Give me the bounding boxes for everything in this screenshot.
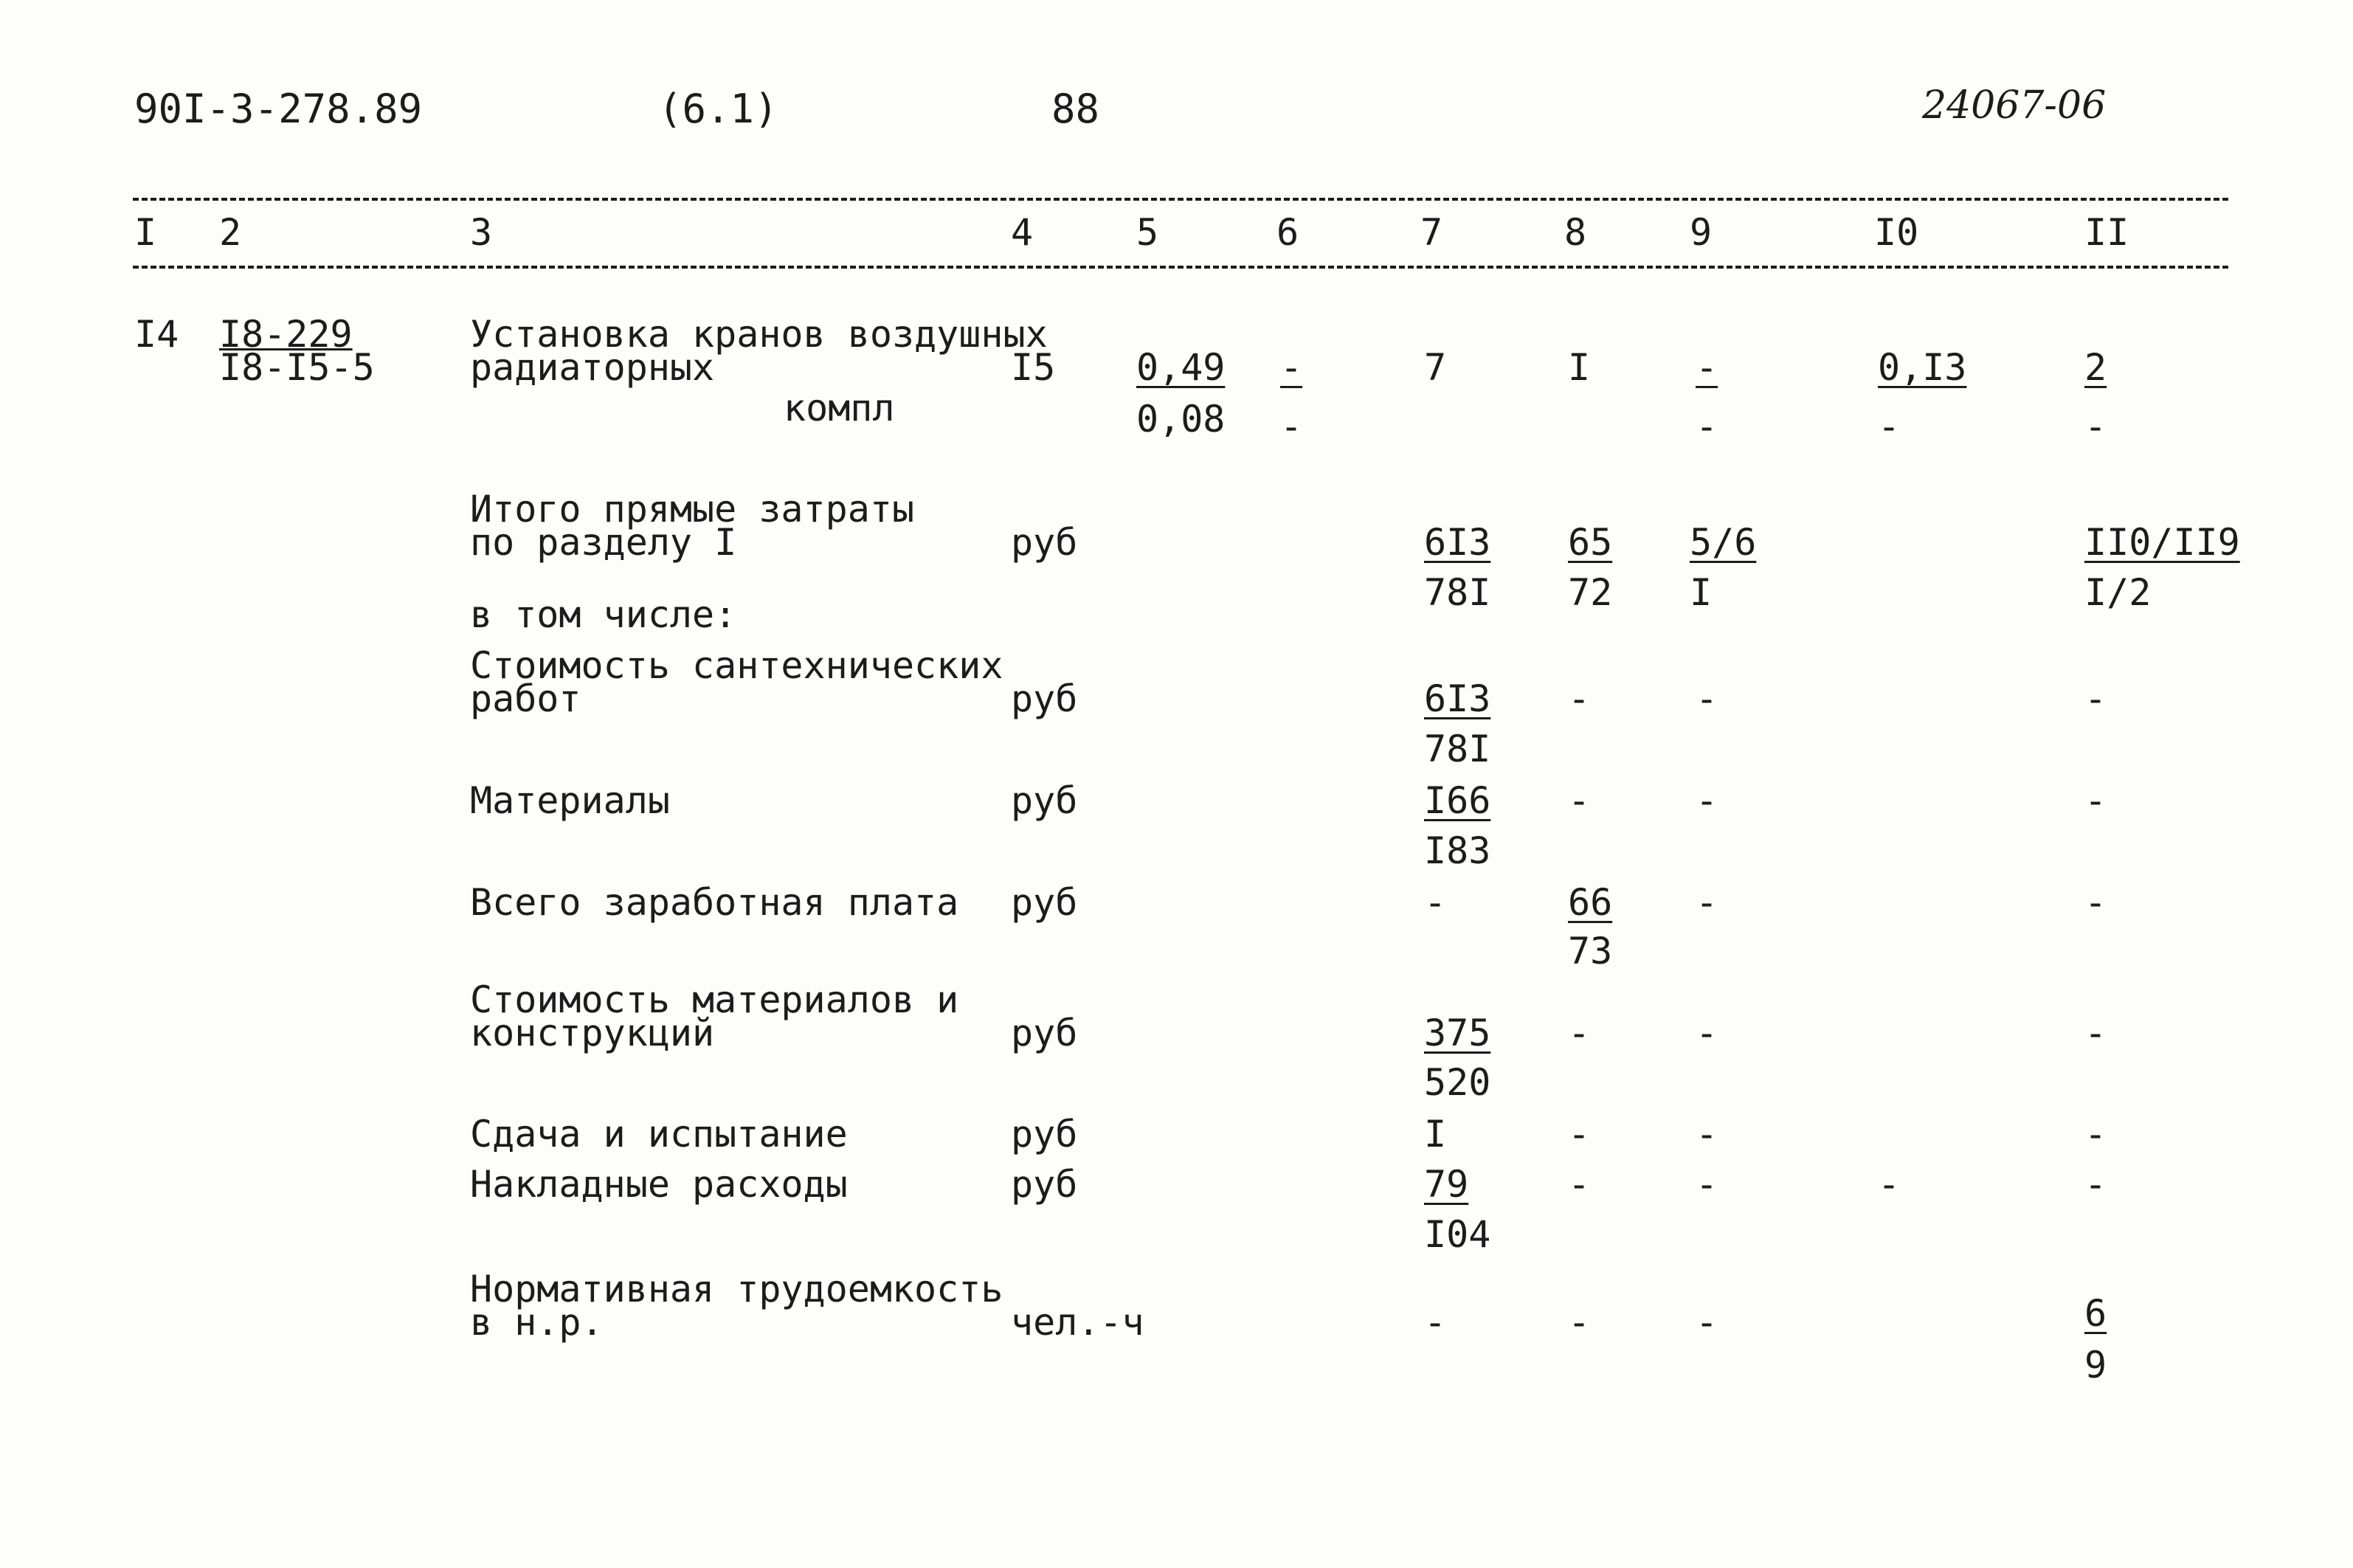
labor-label-line2: в н.р. xyxy=(470,1301,604,1344)
testing-label: Сдача и испытание xyxy=(470,1113,848,1156)
salary-col11: - xyxy=(2084,881,2107,924)
including-label: в том числе: xyxy=(470,593,737,636)
column-header-9: 9 xyxy=(1690,211,1713,254)
overhead-col9: - xyxy=(1696,1163,1718,1206)
item-code-secondary: I8-I5-5 xyxy=(219,346,375,389)
item-col9-top: - xyxy=(1696,346,1718,389)
column-header-8: 8 xyxy=(1564,211,1587,254)
column-header-10: I0 xyxy=(1874,211,1919,254)
overhead-col10: - xyxy=(1878,1163,1901,1206)
item-description-line2: радиаторных xyxy=(470,346,715,389)
column-header-7: 7 xyxy=(1420,211,1443,254)
salary-label: Всего заработная плата xyxy=(470,881,959,924)
materials-col8: - xyxy=(1568,779,1591,822)
totals-unit: руб xyxy=(1011,521,1078,564)
testing-col8: - xyxy=(1568,1113,1591,1156)
totals-title-line2: по разделу I xyxy=(470,521,737,564)
testing-unit: руб xyxy=(1011,1113,1078,1156)
item-description-line1: Установка кранов воздушных xyxy=(470,313,1048,356)
overhead-label: Накладные расходы xyxy=(470,1163,848,1206)
testing-col7: I xyxy=(1424,1113,1447,1156)
labor-col11-bottom: 9 xyxy=(2084,1344,2107,1386)
labor-col7: - xyxy=(1424,1301,1447,1344)
totals-col11-bottom: I/2 xyxy=(2084,571,2152,614)
overhead-col8: - xyxy=(1568,1163,1591,1206)
salary-col8-bottom: 73 xyxy=(1568,930,1613,973)
item-code-primary: I8-229 xyxy=(219,313,353,356)
materials-label: Материалы xyxy=(470,779,670,822)
item-col6-bottom: - xyxy=(1280,405,1303,448)
totals-col7-top: 6I3 xyxy=(1424,521,1491,564)
header-top-rule xyxy=(133,198,2228,201)
matconstr-unit: руб xyxy=(1011,1012,1078,1054)
labor-unit: чел.-ч xyxy=(1011,1301,1144,1344)
item-col6-top: - xyxy=(1280,346,1303,389)
totals-col9-bottom: I xyxy=(1690,571,1713,614)
totals-col11-top: II0/II9 xyxy=(2084,521,2240,564)
item-unit: компл xyxy=(784,387,895,429)
item-number: I4 xyxy=(134,313,179,356)
labor-label-line1: Нормативная трудоемкость xyxy=(470,1268,1003,1310)
item-col5-top: 0,49 xyxy=(1136,346,1226,389)
totals-col9-top: 5/6 xyxy=(1690,521,1757,564)
item-col8: I xyxy=(1568,346,1591,389)
materials-unit: руб xyxy=(1011,779,1078,822)
column-header-2: 2 xyxy=(219,211,242,254)
overhead-unit: руб xyxy=(1011,1163,1078,1206)
item-col10-top: 0,I3 xyxy=(1878,346,1967,389)
labor-col9: - xyxy=(1696,1301,1718,1344)
testing-col9: - xyxy=(1696,1113,1718,1156)
totals-col7-bottom: 78I xyxy=(1424,571,1491,614)
materials-col7-top: I66 xyxy=(1424,779,1491,822)
column-header-3: 3 xyxy=(470,211,493,254)
santech-col9: - xyxy=(1696,677,1718,720)
page-number: 88 xyxy=(1051,86,1100,132)
header-bottom-rule xyxy=(133,266,2228,269)
column-header-1: I xyxy=(134,211,157,254)
matconstr-label-line2: конструкций xyxy=(470,1012,715,1054)
santech-label-line1: Стоимость сантехнических xyxy=(470,644,1003,687)
reference-number: 24067-06 xyxy=(1922,83,2107,128)
santech-col11: - xyxy=(2084,677,2107,720)
matconstr-col7-bottom: 520 xyxy=(1424,1061,1491,1104)
matconstr-col8: - xyxy=(1568,1012,1591,1054)
totals-col8-bottom: 72 xyxy=(1568,571,1613,614)
matconstr-col9: - xyxy=(1696,1012,1718,1054)
item-col5-bottom: 0,08 xyxy=(1136,398,1226,441)
item-col10-bottom: - xyxy=(1878,405,1901,448)
labor-col11-top: 6 xyxy=(2084,1292,2107,1335)
column-header-6: 6 xyxy=(1276,211,1299,254)
materials-col9: - xyxy=(1696,779,1718,822)
item-col9-bottom: - xyxy=(1696,405,1718,448)
overhead-col7-top: 79 xyxy=(1424,1163,1469,1206)
matconstr-col7-top: 375 xyxy=(1424,1012,1491,1054)
santech-col7-top: 6I3 xyxy=(1424,677,1491,720)
totals-title-line1: Итого прямые затраты xyxy=(470,488,915,531)
santech-label-line2: работ xyxy=(470,677,581,720)
item-col7: 7 xyxy=(1424,346,1447,389)
section-number: (6.1) xyxy=(658,86,778,132)
totals-col8-top: 65 xyxy=(1568,521,1613,564)
column-header-11: II xyxy=(2084,211,2129,254)
column-header-4: 4 xyxy=(1011,211,1034,254)
item-quantity: I5 xyxy=(1011,346,1056,389)
matconstr-label-line1: Стоимость материалов и xyxy=(470,978,959,1021)
document-code: 90I-3-278.89 xyxy=(134,86,423,132)
item-col11-bottom: - xyxy=(2084,405,2107,448)
column-header-5: 5 xyxy=(1136,211,1159,254)
matconstr-col11: - xyxy=(2084,1012,2107,1054)
materials-col11: - xyxy=(2084,779,2107,822)
santech-unit: руб xyxy=(1011,677,1078,720)
materials-col7-bottom: I83 xyxy=(1424,829,1491,872)
salary-col7: - xyxy=(1424,881,1447,924)
santech-col8: - xyxy=(1568,677,1591,720)
overhead-col11: - xyxy=(2084,1163,2107,1206)
santech-col7-bottom: 78I xyxy=(1424,728,1491,770)
overhead-col7-bottom: I04 xyxy=(1424,1213,1491,1256)
testing-col11: - xyxy=(2084,1113,2107,1156)
item-col11-top: 2 xyxy=(2084,346,2107,389)
labor-col8: - xyxy=(1568,1301,1591,1344)
salary-col9: - xyxy=(1696,881,1718,924)
salary-col8-top: 66 xyxy=(1568,881,1613,924)
salary-unit: руб xyxy=(1011,881,1078,924)
